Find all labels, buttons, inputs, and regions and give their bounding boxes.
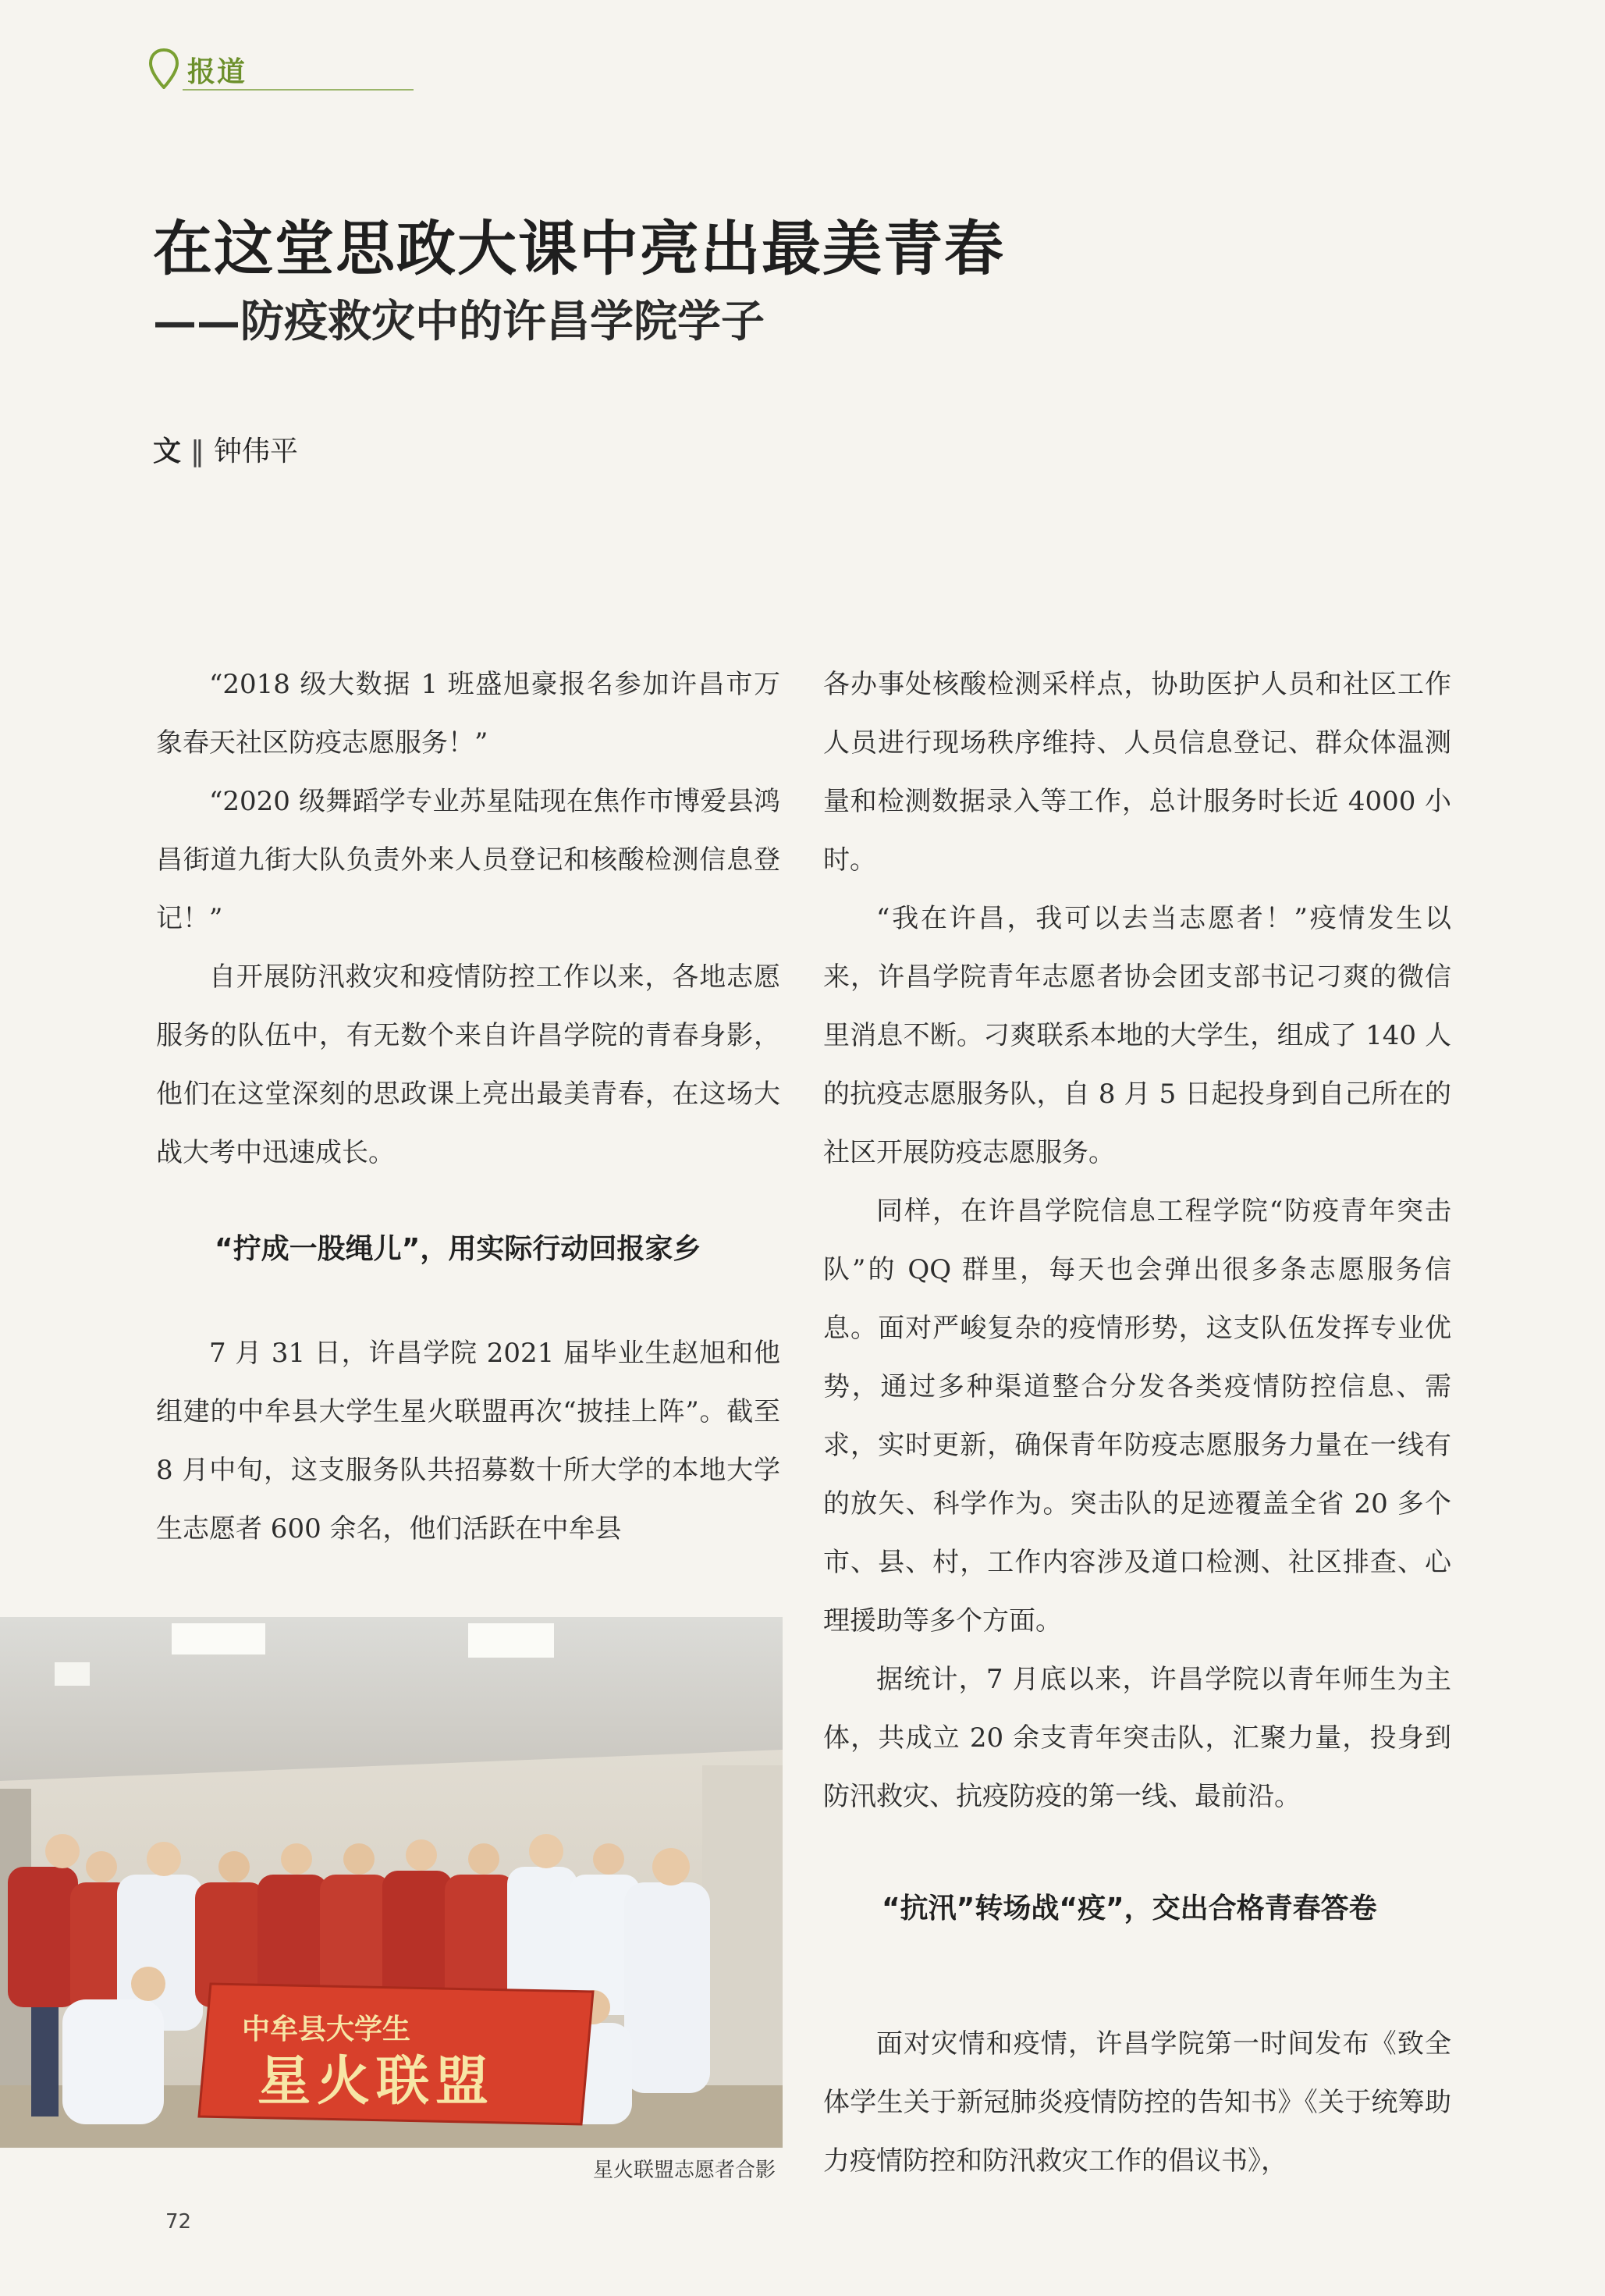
article-title: 在这堂思政大课中亮出最美青春 [153,214,1005,283]
group-photo [0,1617,783,2148]
paragraph: 各办事处核酸检测采样点，协助医护人员和社区工作人员进行现场秩序维持、人员信息登记、群众体温测量和检测数据录入等工作，总计服务时长近 4000 小时。 [823,669,1451,876]
paragraph: “2020 级舞蹈学专业苏星陆现在焦作市博爱县鸿昌街道九街大队负责外来人员登记和核酸检测信息登记！” [156,786,780,934]
ceiling-light [172,1623,265,1654]
paragraph: 据统计，7 月底以来，许昌学院以青年师生为主体，共成立 20 余支青年突击队，汇聚力量，投身到防汛救灾、抗疫防疫的第一线、最前沿。 [823,1664,1451,1812]
ceiling-light [55,1662,90,1686]
photo-caption: 星火联盟志愿者合影 [593,2159,776,2182]
banner-line1: 中牟县大学生 [242,2013,411,2045]
article-subtitle: ——防疫救灾中的许昌学院学子 [153,296,765,347]
group-photo-image [0,1617,783,2148]
ceiling-light [468,1623,554,1658]
paragraph: “2018 级大数据 1 班盛旭豪报名参加许昌市万象春天社区防疫志愿服务！” [156,669,780,759]
section-subheading: “拧成一股绳儿”，用实际行动回报家乡 [215,1233,701,1265]
page-number: 72 [165,2210,192,2234]
author-name: 钟伟平 [214,435,299,467]
section-subheading: “抗汛”转场战“疫”，交出合格青春答卷 [882,1893,1377,1925]
paragraph: 同样，在许昌学院信息工程学院“防疫青年突击队”的 QQ 群里，每天也会弹出很多条志愿服务信息。面对严峻复杂的疫情形势，这支队伍发挥专业优势，通过多种渠道整合分发各类疫情防控信息、需求，实时更新，确保青年防疫志愿服务力量在一线有的放矢、科学作为。突击队的足迹覆盖全省 20 多个市、县、村，工作内容涉及道口检测、社区排查、心理援助等多个方面。 [823,1196,1451,1637]
section-rule [183,89,414,91]
left-column [156,656,780,1559]
paragraph: 面对灾情和疫情，许昌学院第一时间发布《致全体学生关于新冠肺炎疫情防控的告知书》《关于统筹助力疫情防控和防汛救灾工作的倡议书》， [823,2028,1451,2177]
paragraph: 7 月 31 日，许昌学院 2021 届毕业生赵旭和他组建的中牟县大学生星火联盟再次“披挂上阵”。截至 8 月中旬，这支服务队共招募数十所大学的本地大学生志愿者 600 余名，他们活跃在中牟县 [156,1338,780,1544]
banner-line2: 星火联盟 [257,2050,495,2113]
paragraph: 自开展防汛救灾和疫情防控工作以来，各地志愿服务的队伍中，有无数个来自许昌学院的青春身影，他们在这堂深刻的思政课上亮出最美青春，在这场大战大考中迅速成长。 [156,961,780,1168]
right-column [823,656,1451,2191]
byline-separator: ‖ [190,435,205,467]
byline-lead: 文 [153,435,182,467]
paragraph: “我在许昌，我可以去当志愿者！”疫情发生以来，许昌学院青年志愿者协会团支部书记刁爽的微信里消息不断。刁爽联系本地的大学生，组成了 140 人的抗疫志愿服务队，自 8 月 5 日起投身到自己所在的社区开展防疫志愿服务。 [823,903,1451,1168]
section-label: 报道 [187,56,247,88]
byline [153,429,298,469]
location-pin-icon [148,48,179,89]
section-tag [148,45,265,95]
